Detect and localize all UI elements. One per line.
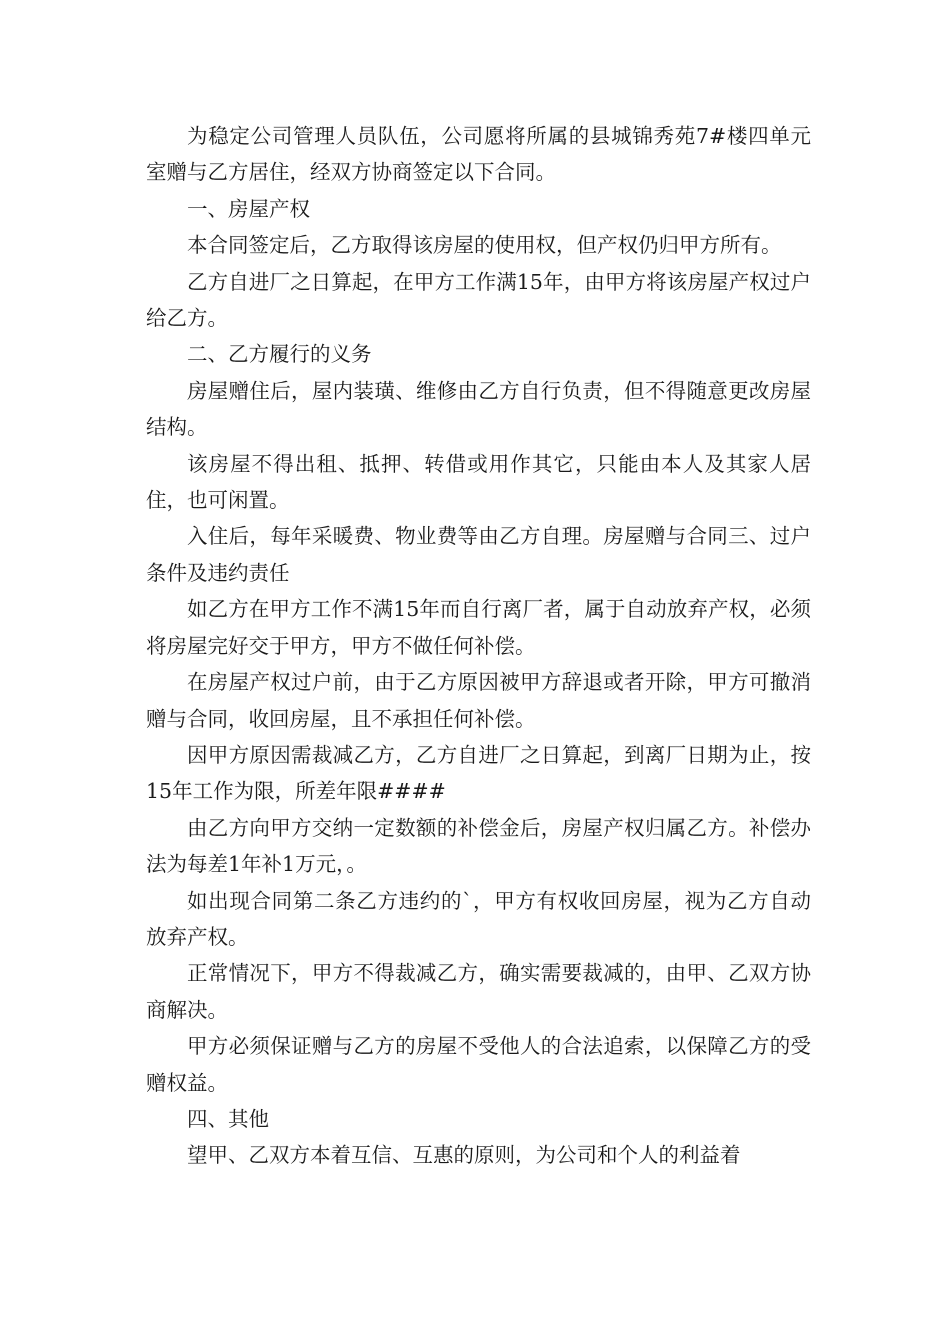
paragraph: 由乙方向甲方交纳一定数额的补偿金后，房屋产权归属乙方。补偿办法为每差1年补1万元，。 (146, 815, 811, 877)
paragraph: 乙方自进厂之日算起，在甲方工作满15年，由甲方将该房屋产权过户给乙方。 (146, 269, 811, 331)
paragraph: 因甲方原因需裁减乙方，乙方自进厂之日算起，到离厂日期为止，按15年工作为限，所差年限#### (146, 742, 811, 804)
section-heading-property-rights: 一、房屋产权 (187, 196, 310, 221)
paragraph: 正常情况下，甲方不得裁减乙方，确实需要裁减的，由甲、乙双方协商解决。 (146, 961, 811, 1022)
document-body (146, 118, 811, 1174)
paragraph: 如乙方在甲方工作不满15年而自行离厂者，属于自动放弃产权，必须将房屋完好交于甲方，甲方不做任何补偿。 (146, 597, 811, 658)
paragraph: 甲方必须保证赠与乙方的房屋不受他人的合法追索，以保障乙方的受赠权益。 (146, 1034, 811, 1095)
paragraph: 本合同签定后，乙方取得该房屋的使用权，但产权仍归甲方所有。 (187, 233, 782, 258)
paragraph: 该房屋不得出租、抵押、转借或用作其它，只能由本人及其家人居住，也可闲置。 (146, 451, 811, 513)
paragraph-intro: 为稳定公司管理人员队伍，公司愿将所属的县城锦秀苑7#楼四单元室赠与乙方居住，经双方协商签定以下合同。 (146, 124, 811, 185)
paragraph: 在房屋产权过户前，由于乙方原因被甲方辞退或者开除，甲方可撤消赠与合同，收回房屋，且不承担任何补偿。 (146, 670, 811, 731)
paragraph: 如出现合同第二条乙方违约的`，甲方有权收回房屋，视为乙方自动放弃产权。 (146, 888, 811, 949)
paragraph: 望甲、乙双方本着互信、互惠的原则，为公司和个人的利益着 (187, 1143, 741, 1168)
paragraph: 入住后，每年采暖费、物业费等由乙方自理。房屋赠与合同三、过户条件及违约责任 (146, 524, 811, 585)
section-heading-obligations: 二、乙方履行的义务 (187, 342, 372, 367)
section-heading-other: 四、其他 (187, 1106, 269, 1131)
paragraph: 房屋赠住后，屋内装璜、维修由乙方自行负责，但不得随意更改房屋结构。 (146, 378, 811, 440)
